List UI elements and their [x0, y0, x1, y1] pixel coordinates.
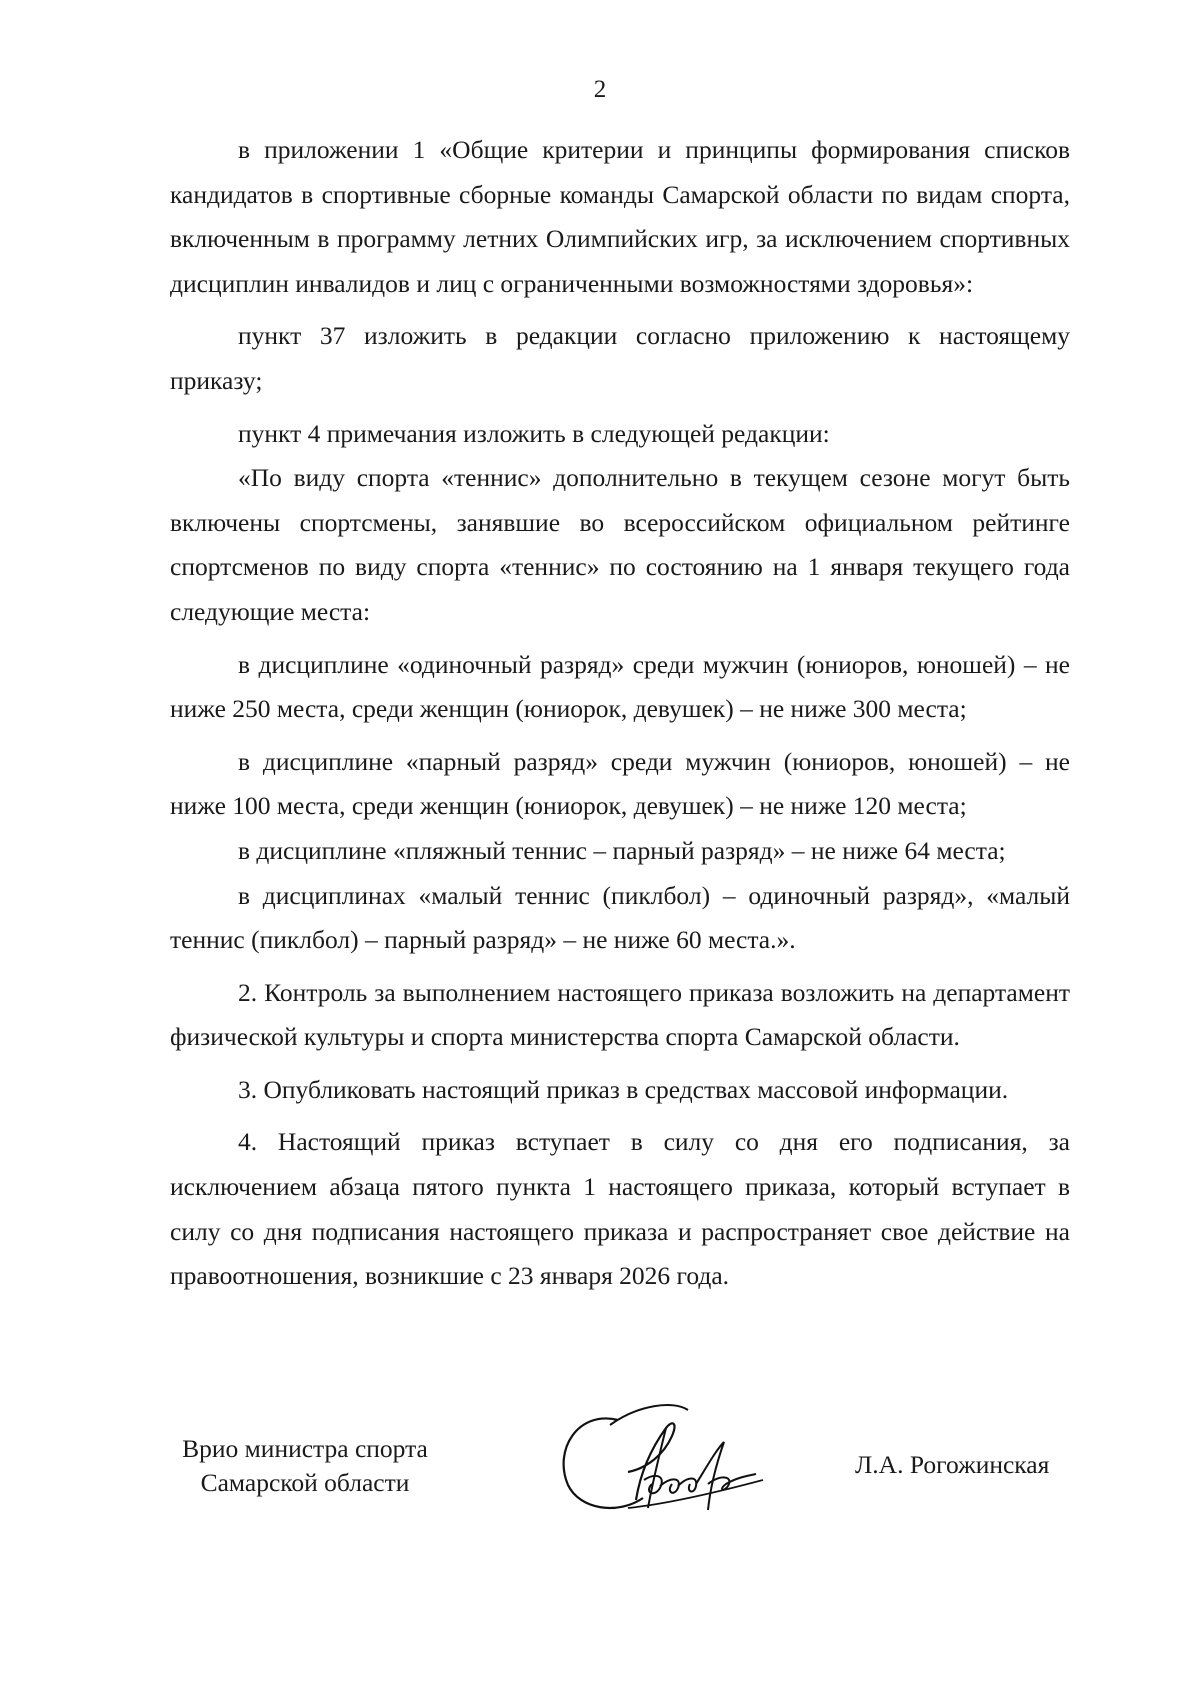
paragraph-tennis-intro: «По виду спорта «теннис» дополнительно в текущем сезоне могут быть включены спортсмены, занявшие во всероссийском официальном рейтинге спортсменов по виду спорта «теннис» по состоянию на 1 января текущего года следующие места:	[170, 463, 1070, 626]
paragraph-pickleball: в дисциплинах «малый теннис (пиклбол) – одиночный разряд», «малый теннис (пиклбол) – парный разряд» – не ниже 60 места.».	[170, 880, 1070, 955]
paragraph-singles: в дисциплине «одиночный разряд» среди мужчин (юниоров, юношей) – не ниже 250 места, среди женщин (юниорок, девушек) – не ниже 300 места;	[170, 649, 1070, 724]
page-number: 2	[593, 76, 607, 103]
paragraph-control: 2. Контроль за выполнением настоящего приказа возложить на департамент физической культуры и спорта министерства спорта Самарской области.	[170, 977, 1070, 1052]
signatory-title	[170, 1432, 440, 1500]
signatory-title-line1: Врио министра спорта	[182, 1434, 428, 1463]
document-body	[170, 128, 1070, 1299]
signatory-title-line2: Самарской области	[200, 1468, 410, 1497]
signatory-name: Л.А. Рогожинская	[855, 1450, 1050, 1479]
paragraph-appendix-intro: в приложении 1 «Общие критерии и принципы формирования списков кандидатов в спортивные сборные команды Самарской области по видам спорта, включенным в программу летних Олимпийских игр, за исключением спортивных дисциплин инвалидов и лиц с ограниченными возможностями здоровья»:	[170, 135, 1070, 298]
paragraph-doubles: в дисциплине «парный разряд» среди мужчин (юниоров, юношей) – не ниже 100 места, среди женщин (юниорок, девушек) – не ниже 120 места;	[170, 746, 1070, 821]
paragraph-note-4: пункт 4 примечания изложить в следующей редакции:	[238, 418, 830, 448]
paragraph-publish: 3. Опубликовать настоящий приказ в средствах массовой информации.	[238, 1074, 1009, 1104]
paragraph-item-37: пункт 37 изложить в редакции согласно приложению к настоящему приказу;	[170, 321, 1070, 395]
handwritten-signature-icon	[548, 1380, 788, 1530]
paragraph-beach-tennis: в дисциплине «пляжный теннис – парный разряд» – не ниже 64 места;	[238, 835, 1006, 865]
paragraph-effective: 4. Настоящий приказ вступает в силу со дня его подписания, за исключением абзаца пятого пункта 1 настоящего приказа, который вступает в силу со дня подписания настоящего приказа и распространяет свое действие на правоотношения, возникшие с 23 января 2026 года.	[170, 1127, 1070, 1291]
